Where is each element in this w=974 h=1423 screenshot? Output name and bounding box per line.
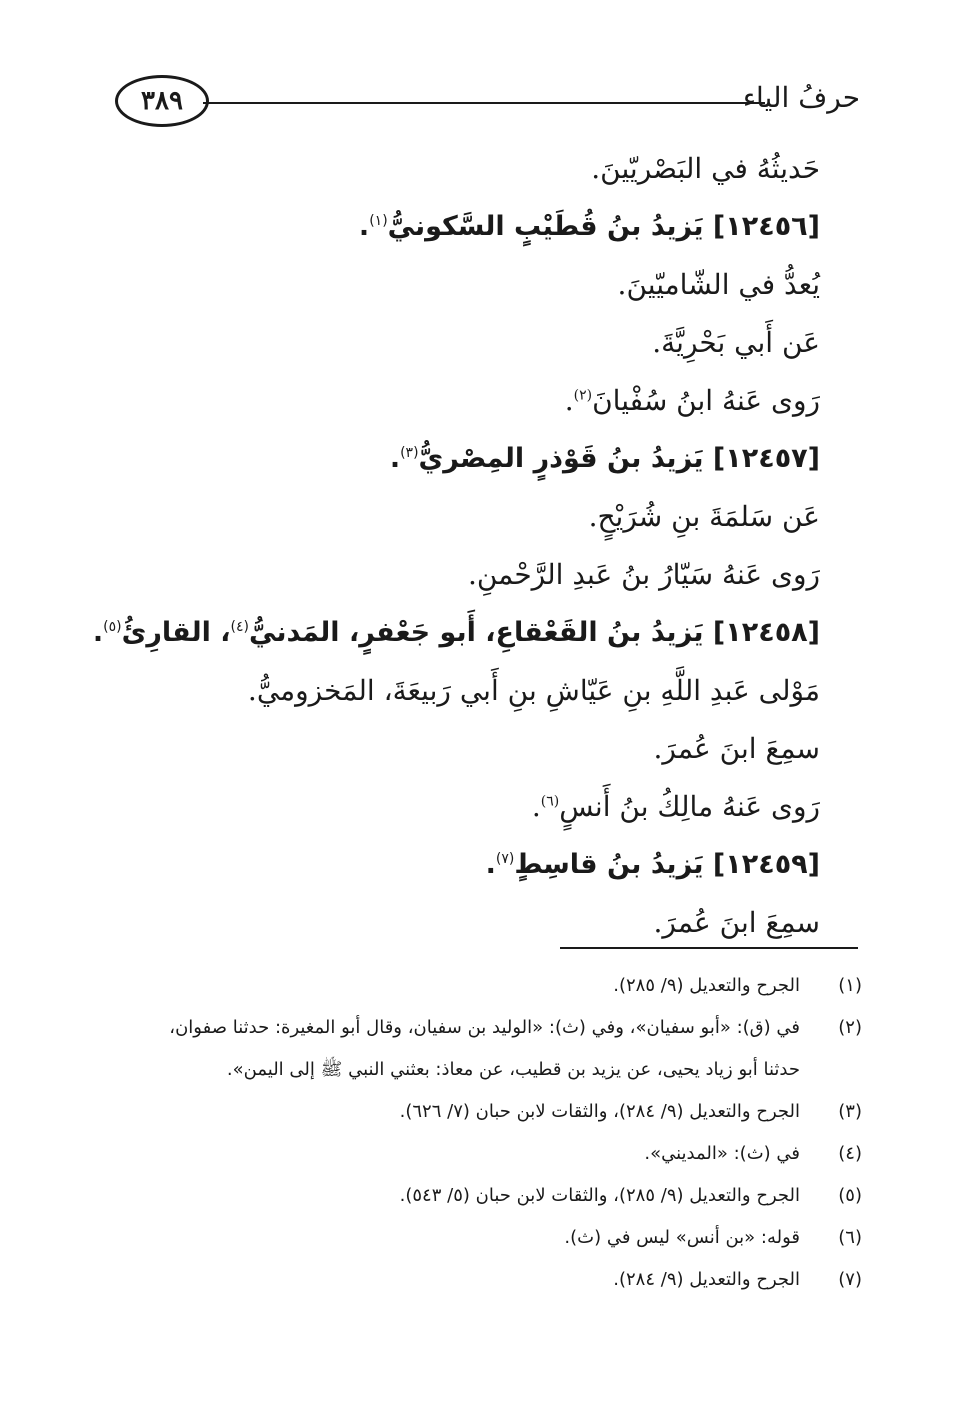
entry-line bbox=[180, 256, 820, 314]
entry-text-tail: . bbox=[564, 384, 574, 417]
footnote-reference: (٣) bbox=[400, 445, 419, 461]
entry-line bbox=[180, 720, 820, 778]
footnote bbox=[142, 1217, 862, 1259]
entry-text-tail: . bbox=[531, 790, 541, 823]
entry-line bbox=[180, 140, 820, 198]
entry-line bbox=[180, 662, 820, 720]
footnote-text: قوله: «بن أنس» ليس في (ث). bbox=[564, 1227, 800, 1248]
entry-text: رَوى عَنهُ سَيّارُ بنُ عَبدِ الرَّحْمنِ. bbox=[467, 558, 820, 591]
entry-line bbox=[180, 894, 820, 952]
footnote-text: في (ث): «المديني». bbox=[644, 1143, 800, 1164]
entry-text: مَوْلى عَبدِ اللَّهِ بنِ عَيّاشِ بنِ أَبي رَبيعَةَ، المَخزوميُّ. bbox=[247, 674, 820, 707]
footnote-number: (٢) bbox=[838, 1017, 862, 1038]
footnote-number: (٧) bbox=[838, 1269, 862, 1290]
footnote-text: الجرح والتعديل (٩/ ٢٨٤). bbox=[613, 1269, 800, 1290]
footnote-reference: (٢) bbox=[573, 387, 593, 404]
entry-text-tail: . bbox=[389, 443, 401, 474]
footnote-reference: (١) bbox=[369, 213, 388, 229]
footnote-reference: (٥) bbox=[103, 619, 122, 635]
footnote-text: الجرح والتعديل (٩/ ٢٨٥). bbox=[613, 975, 800, 996]
entry-text: [١٢٤٥٧] يَزيدُ بنُ قَوْذرٍ المِصْريُّ bbox=[418, 443, 820, 474]
entry-line bbox=[180, 546, 820, 604]
entry-text: عَن أَبي بَحْرِيَّةَ. bbox=[652, 326, 820, 359]
entry-text: [١٢٤٥٦] يَزيدُ بنُ قُطَيْبٍ السَّكونيُّ bbox=[387, 211, 820, 242]
footnote-number: (١) bbox=[838, 975, 862, 996]
entry-text: سمِعَ ابنَ عُمرَ. bbox=[653, 906, 820, 939]
footnote bbox=[142, 1259, 862, 1301]
section-title: حرفُ الياء bbox=[742, 81, 860, 114]
footnote bbox=[142, 1175, 862, 1217]
entry-line bbox=[180, 778, 820, 836]
footnote-reference: (٤) bbox=[230, 619, 250, 635]
entry-text-tail: . bbox=[358, 211, 370, 242]
footnote bbox=[142, 1091, 862, 1133]
entry-text: رَوى عَنهُ ابنُ سُفْيانَ bbox=[592, 384, 820, 417]
page-number: ٣٨٩ bbox=[115, 75, 209, 127]
entry-text: [١٢٤٥٨] يَزيدُ بنُ القَعْقاعِ، أَبو جَعْفرٍ، المَدنيُّ bbox=[249, 617, 820, 648]
entry-text: رَوى عَنهُ مالِكُ بنُ أَنسٍ bbox=[559, 790, 820, 823]
entry-heading bbox=[180, 836, 820, 894]
entry-heading bbox=[180, 430, 820, 488]
entry-text: حَديثُهُ في البَصْريّينَ. bbox=[591, 152, 820, 185]
footnote-text: الجرح والتعديل (٩/ ٢٨٤)، والثقات لابن حبان (٧/ ٦٢٦). bbox=[399, 1101, 800, 1122]
entry-text: عَن سَلمَةَ بنِ شُرَيْحٍ. bbox=[588, 500, 820, 533]
footnote bbox=[142, 1007, 862, 1091]
entry-text-tail: . bbox=[485, 849, 496, 880]
header-rule bbox=[203, 102, 765, 104]
entry-line bbox=[180, 488, 820, 546]
entry-line bbox=[180, 372, 820, 430]
entry-text: سمِعَ ابنَ عُمرَ. bbox=[653, 732, 820, 765]
footnote bbox=[142, 1133, 862, 1175]
entries-body bbox=[92, 140, 820, 952]
footnote-number: (٥) bbox=[838, 1185, 862, 1206]
footnote-reference: (٦) bbox=[540, 793, 560, 810]
footnote-number: (٤) bbox=[838, 1143, 862, 1164]
footnote-reference: (٧) bbox=[495, 851, 515, 867]
entry-text-tail: ، القارِئُ bbox=[121, 617, 231, 648]
footnote-divider bbox=[560, 947, 858, 949]
footnotes-section bbox=[142, 965, 862, 1301]
footnote-number: (٣) bbox=[838, 1101, 862, 1122]
footnote-text: الجرح والتعديل (٩/ ٢٨٥)، والثقات لابن حبان (٥/ ٥٤٣). bbox=[399, 1185, 800, 1206]
entry-text-tail: . bbox=[92, 617, 104, 648]
entry-heading bbox=[180, 198, 820, 256]
entry-line bbox=[180, 314, 820, 372]
entry-text: يُعدُّ في الشّاميّينَ. bbox=[617, 268, 820, 301]
footnote-number: (٦) bbox=[838, 1227, 862, 1248]
entry-text: [١٢٤٥٩] يَزيدُ بنُ قاسِطٍ bbox=[514, 849, 820, 880]
footnote bbox=[142, 965, 862, 1007]
footnote-text: في (ق): «أبو سفيان»، وفي (ث): «الوليد بن سفيان، وقال أبو المغيرة: حدثنا صفوان، حدثنا أبو زياد يحيى، عن يزيد بن قطيب، عن معاذ: بعثني النبي ﷺ إلى اليمن». bbox=[169, 1017, 800, 1080]
page-header bbox=[115, 75, 860, 135]
entry-heading bbox=[92, 604, 820, 662]
